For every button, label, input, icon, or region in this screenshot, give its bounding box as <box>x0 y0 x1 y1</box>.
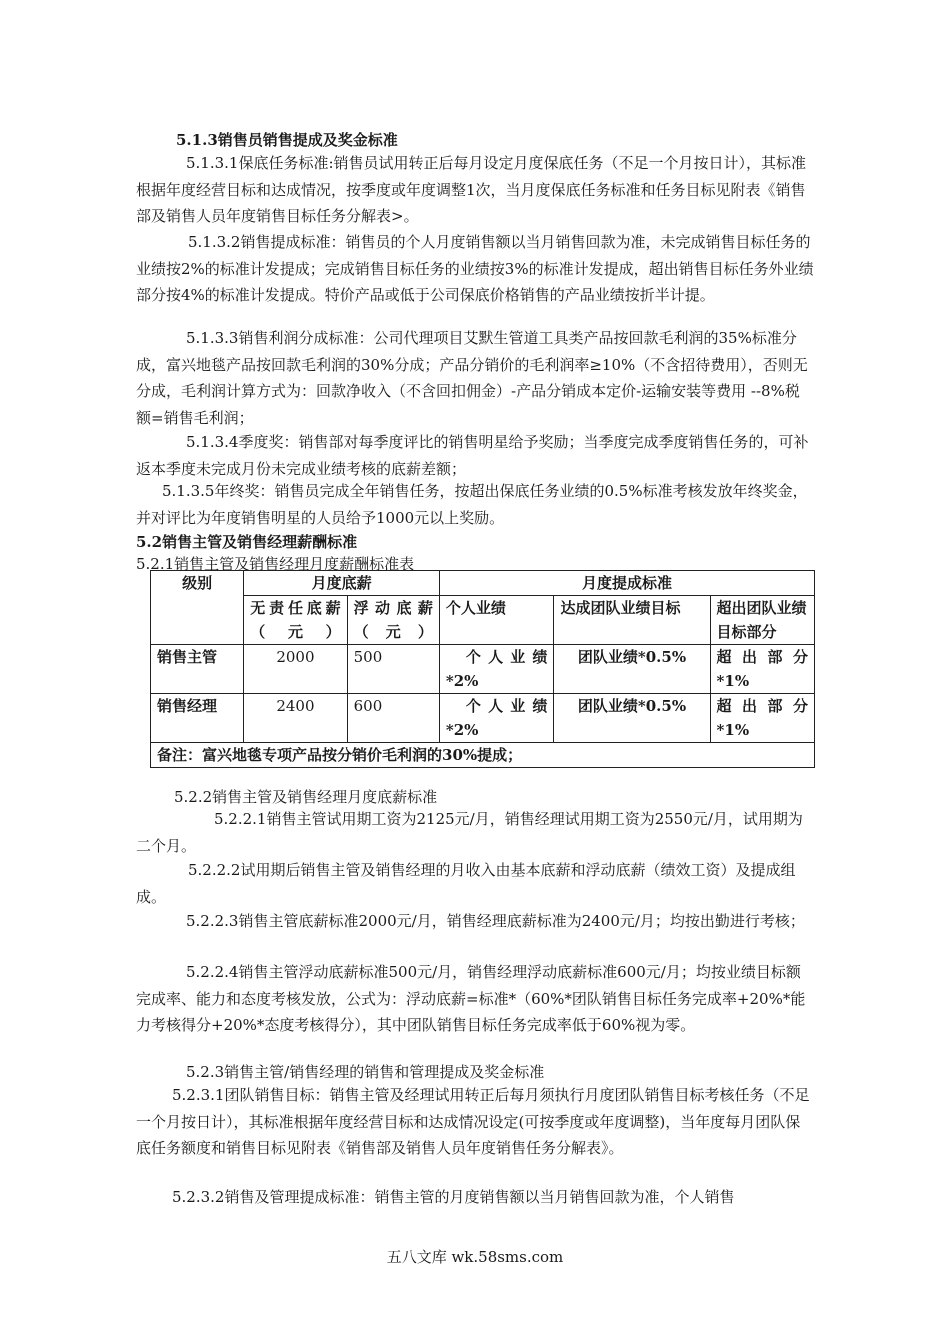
header-level: 级别 <box>151 571 244 645</box>
table-subheader-row <box>151 596 815 645</box>
row-personal-b: *2% <box>445 721 479 739</box>
row-exceed <box>710 645 814 694</box>
table-header-row <box>151 571 815 596</box>
row-level: 销售主管 <box>151 645 244 694</box>
row-exceed-a: 超出部分 <box>716 697 808 715</box>
row-personal <box>439 645 554 694</box>
row-exceed-b: *1% <box>716 672 750 690</box>
section-heading-5-2: 5.2销售主管及销售经理薪酬标准 <box>136 533 358 551</box>
table-note: 备注：富兴地毯专项产品按分销价毛利润的30%提成； <box>151 743 815 768</box>
header-fixed-base: 无责任底薪（元） <box>244 596 347 645</box>
salary-standard-table <box>150 570 815 768</box>
section-heading-5-1-3: 5.1.3销售员销售提成及奖金标准 <box>176 131 398 149</box>
paragraph-5-2-3-1: 5.2.3.1团队销售目标：销售主管及经理试用转正后每月须执行月度团队销售目标考核任务（不足一个月按日计），其标准根据年度经营目标和达成情况设定(可按季度或年度调整)，当年度每月团队保底任务额度和销售目标见附表《销售部及销售人员年度销售任务分解表》。 <box>136 1086 810 1157</box>
header-float-base: 浮动底薪（元） <box>347 596 439 645</box>
header-exceed-target: 超出团队业绩目标部分 <box>710 596 814 645</box>
row-personal-a: 个人业绩 <box>465 648 548 666</box>
paragraph-5-2-2-2: 5.2.2.2试用期后销售主管及销售经理的月收入由基本底薪和浮动底薪（绩效工资）及提成组成。 <box>136 861 796 906</box>
header-team-target: 达成团队业绩目标 <box>554 596 710 645</box>
row-personal <box>439 694 554 743</box>
header-personal-performance: 个人业绩 <box>439 596 554 645</box>
paragraph-5-1-3-3: 5.1.3.3销售利润分成标准：公司代理项目艾默生管道工具类产品按回款毛利润的35%标准分成，富兴地毯产品按回款毛利润的30%分成；产品分销价的毛利润率≥10%（不含招待费用），否则无分成，毛利润计算方式为：回款净收入（不含回扣佣金）-产品分销成本定价-运输安装等费用 --8%税额=销售毛利润； <box>136 329 808 427</box>
row-team: 团队业绩*0.5% <box>554 694 710 743</box>
paragraph-5-1-3-4: 5.1.3.4季度奖：销售部对每季度评比的销售明星给予奖励；当季度完成季度销售任务的，可补返本季度未完成月份未完成业绩考核的底薪差额； <box>136 433 809 478</box>
paragraph-5-2-3-2: 5.2.3.2销售及管理提成标准：销售主管的月度销售额以当月销售回款为准，个人销售 <box>172 1188 735 1206</box>
paragraph-5-1-3-1: 5.1.3.1保底任务标准:销售员试用转正后每月设定月度保底任务（不足一个月按日计），其标准根据年度经营目标和达成情况，按季度或年度调整1次，当月度保底任务标准和任务目标见附表《销售部及销售人员年度销售目标任务分解表>。 <box>136 154 807 225</box>
row-exceed-b: *1% <box>716 721 750 739</box>
row-team: 团队业绩*0.5% <box>554 645 710 694</box>
paragraph-5-2-2-3: 5.2.2.3销售主管底薪标准2000元/月，销售经理底薪标准为2400元/月；均按出勤进行考核； <box>186 912 805 930</box>
header-monthly-base: 月度底薪 <box>244 571 440 596</box>
table-title: 5.2.1销售主管及销售经理月度薪酬标准表 <box>136 555 415 573</box>
paragraph-5-2-2-4: 5.2.2.4销售主管浮动底薪标准500元/月，销售经理浮动底薪标准600元/月；均按业绩目标额完成率、能力和态度考核发放，公式为：浮动底薪=标准*（60%*团队销售目标任务完成率+20%*能力考核得分+20%*态度考核得分），其中团队销售目标任务完成率低于60%视为零。 <box>136 963 806 1034</box>
row-level: 销售经理 <box>151 694 244 743</box>
row-exceed <box>710 694 814 743</box>
section-heading-5-2-2: 5.2.2销售主管及销售经理月度底薪标准 <box>174 788 438 806</box>
row-fixed-base: 2000 <box>244 645 347 694</box>
row-fixed-base: 2400 <box>244 694 347 743</box>
table-row <box>151 645 815 694</box>
row-personal-b: *2% <box>445 672 479 690</box>
row-float-base: 500 <box>347 645 439 694</box>
row-float-base: 600 <box>347 694 439 743</box>
table-note-row <box>151 743 815 768</box>
paragraph-5-1-3-5: 5.1.3.5年终奖：销售员完成全年销售任务，按超出保底任务业绩的0.5%标准考核发放年终奖金，并对评比为年度销售明星的人员给予1000元以上奖励。 <box>136 482 808 527</box>
paragraph-5-1-3-2: 5.1.3.2销售提成标准：销售员的个人月度销售额以当月销售回款为准，未完成销售目标任务的业绩按2%的标准计发提成；完成销售目标任务的业绩按3%的标准计发提成，超出销售目标任务外业绩部分按4%的标准计发提成。特价产品或低于公司保底价格销售的产品业绩按折半计提。 <box>136 233 814 304</box>
paragraph-5-2-2-1: 5.2.2.1销售主管试用期工资为2125元/月，销售经理试用期工资为2550元/月，试用期为二个月。 <box>136 810 803 855</box>
row-personal-a: 个人业绩 <box>465 697 548 715</box>
table-row <box>151 694 815 743</box>
section-heading-5-2-3: 5.2.3销售主管/销售经理的销售和管理提成及奖金标准 <box>186 1063 545 1081</box>
header-monthly-commission: 月度提成标准 <box>439 571 814 596</box>
page-footer-watermark: 五八文库 wk.58sms.com <box>386 1248 564 1266</box>
row-exceed-a: 超出部分 <box>716 648 808 666</box>
